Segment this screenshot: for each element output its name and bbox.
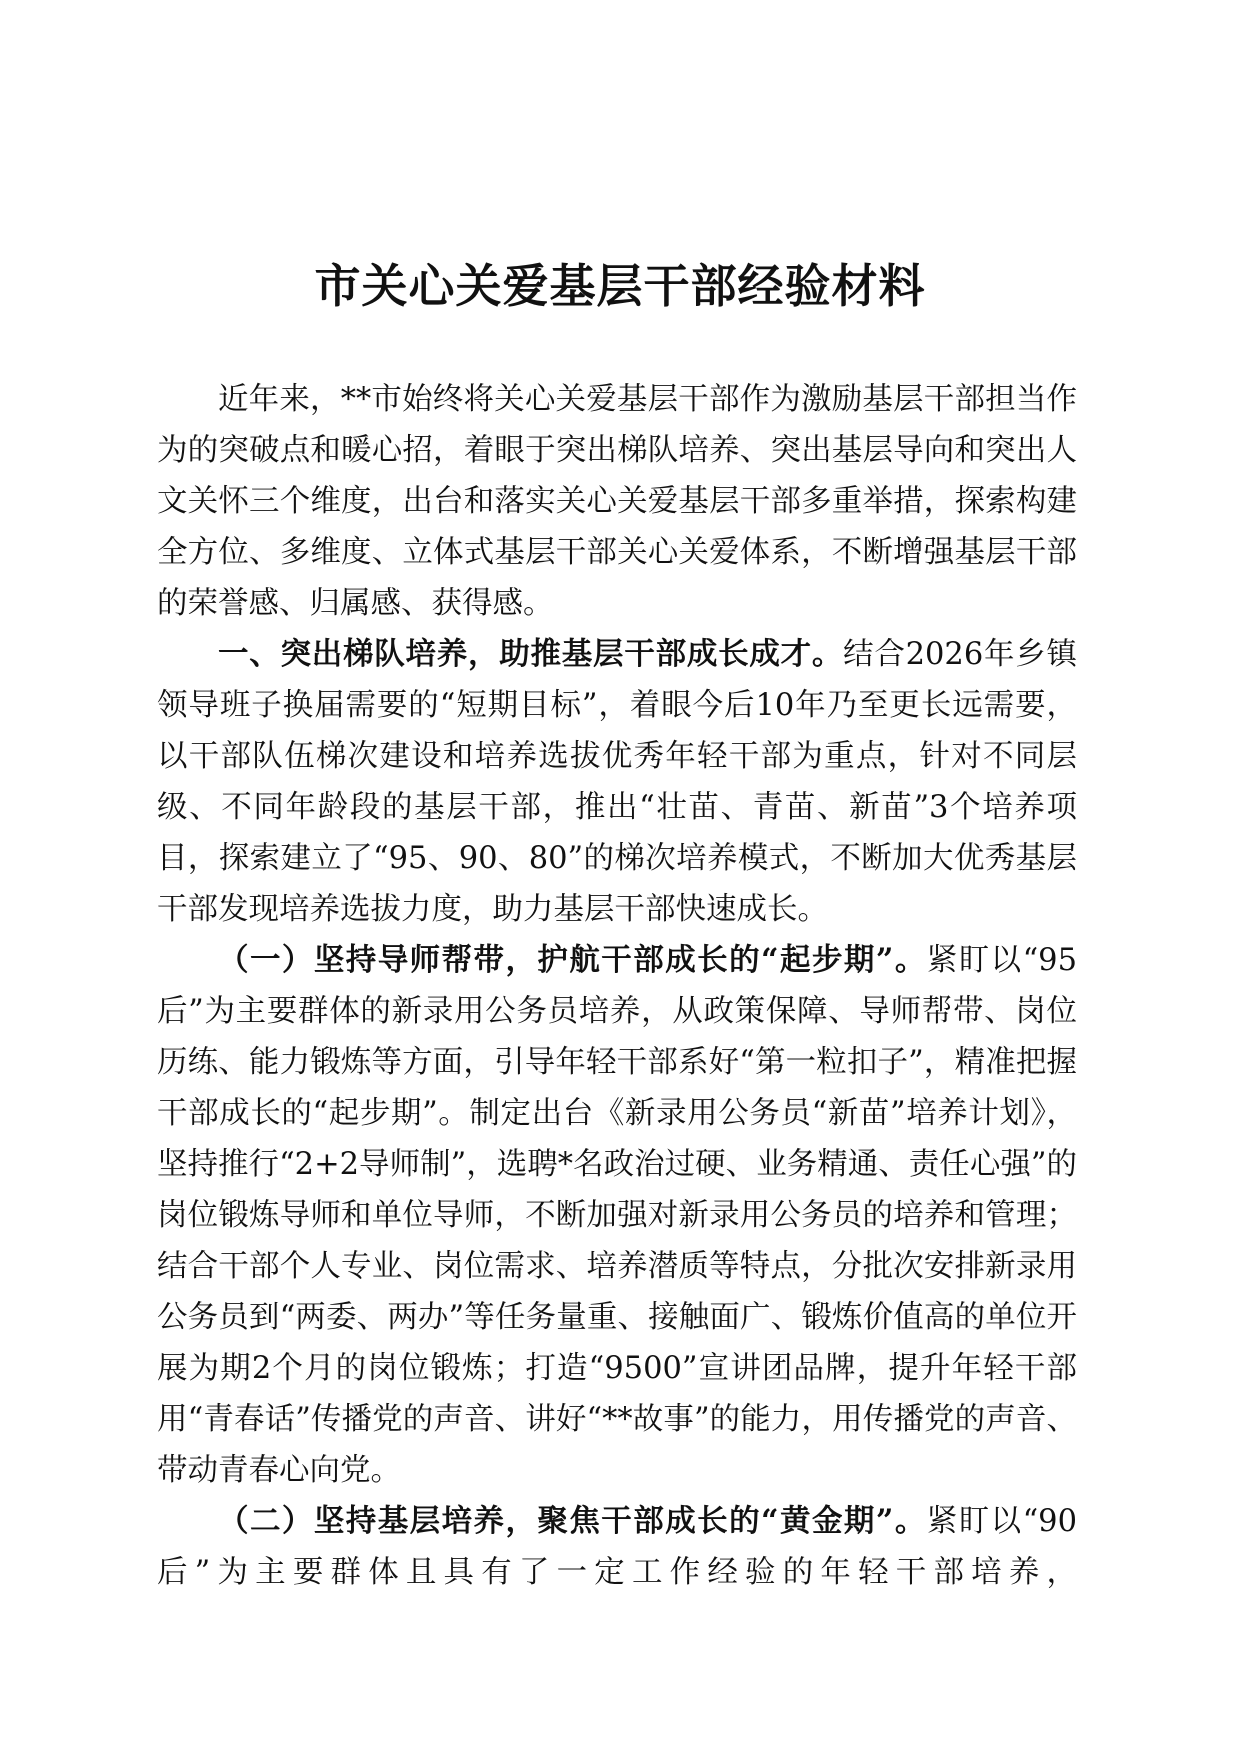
subsection-1-heading: （一）坚持导师帮带，护航干部成长的“起步期”。: [218, 942, 927, 978]
subsection-2-heading: （二）坚持基层培养，聚焦干部成长的“黄金期”。: [218, 1503, 927, 1539]
section-1-heading: 一、突出梯队培养，助推基层干部成长成才。: [218, 637, 844, 672]
intro-text: 近年来，**市始终将关心关爱基层干部作为激励基层干部担当作为的突破点和暖心招，着眼于突出梯队培养、突出基层导向和突出人文关怀三个维度，出台和落实关心关爱基层干部多重举措，探索构建全方位、多维度、立体式基层干部关心关爱体系，不断增强基层干部的荣誉感、归属感、获得感。: [157, 382, 1077, 621]
document-title: 市关心关爱基层干部经验材料: [314, 259, 926, 313]
intro-paragraph: [157, 374, 1077, 629]
subsection-2-text: 紧盯以“90后”为主要群体且具有了一定工作经验的年轻干部培养，: [157, 1504, 1077, 1590]
document-body: [157, 374, 1077, 1598]
subsection-2-paragraph: [157, 1496, 1077, 1598]
subsection-1-text: 紧盯以“95后”为主要群体的新录用公务员培养，从政策保障、导师帮带、岗位历练、能力锻炼等方面，引导年轻干部系好“第一粒扣子”，精准把握干部成长的“起步期”。制定出台《新录用公务员“新苗”培养计划》，坚持推行“2+2导师制”，选聘*名政治过硬、业务精通、责任心强”的岗位锻炼导师和单位导师，不断加强对新录用公务员的培养和管理；结合干部个人专业、岗位需求、培养潜质等特点，分批次安排新录用公务员到“两委、两办”等任务量重、接触面广、锻炼价值高的单位开展为期2个月的岗位锻炼；打造“9500”宣讲团品牌，提升年轻干部用“青春话”传播党的声音、讲好“**故事”的能力，用传播党的声音、带动青春心向党。: [157, 943, 1077, 1488]
subsection-1-paragraph: [157, 935, 1077, 1496]
section-1-paragraph: [157, 629, 1077, 935]
section-1-text: 结合2026年乡镇领导班子换届需要的“短期目标”，着眼今后10年乃至更长远需要，以干部队伍梯次建设和培养选拔优秀年轻干部为重点，针对不同层级、不同年龄段的基层干部，推出“壮苗、青苗、新苗”3个培养项目，探索建立了“95、90、80”的梯次培养模式，不断加大优秀基层干部发现培养选拔力度，助力基层干部快速成长。: [157, 637, 1078, 927]
